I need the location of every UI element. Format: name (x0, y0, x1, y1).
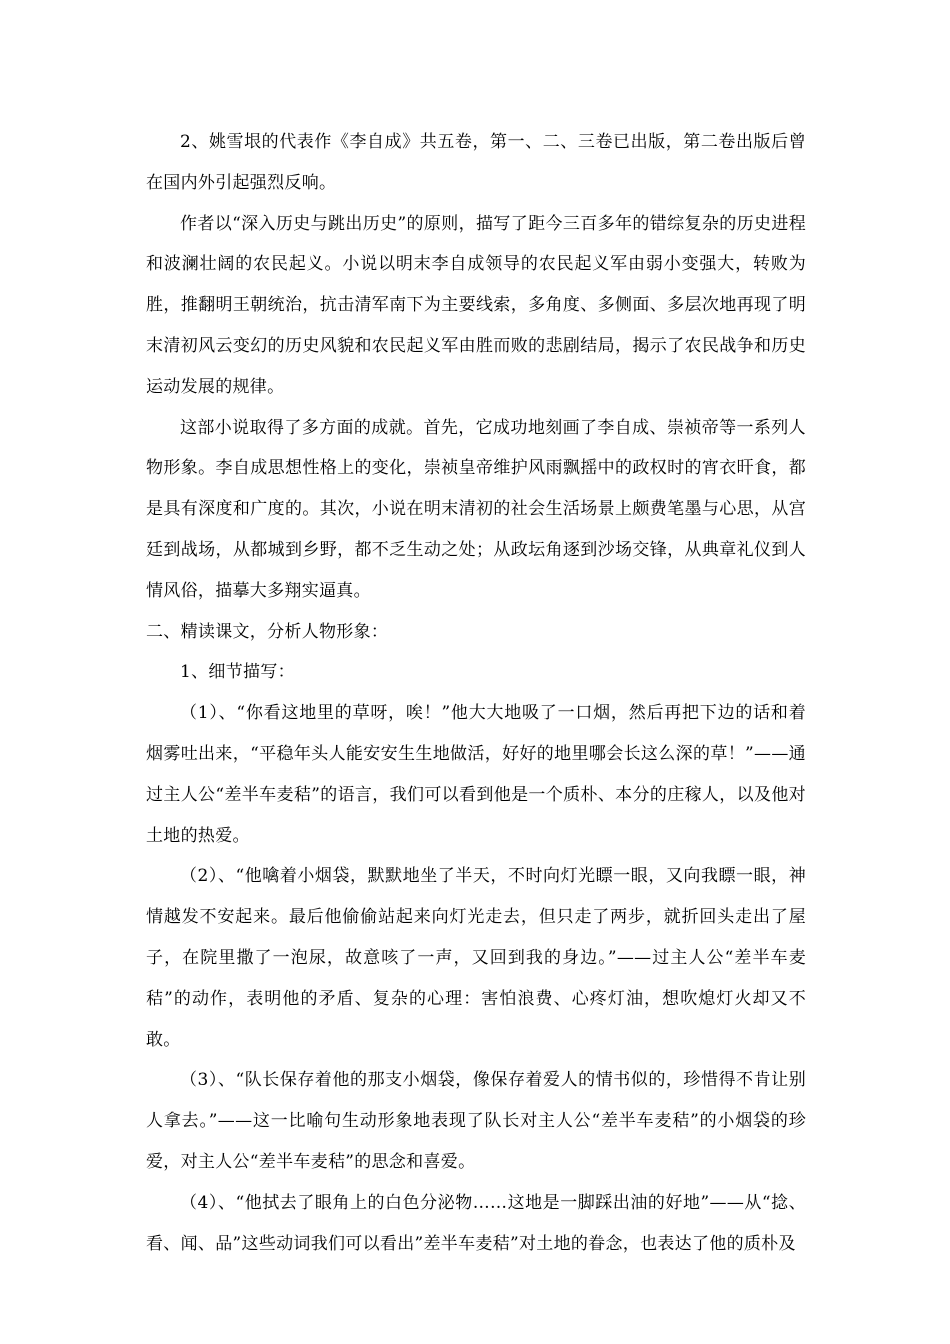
subsection-heading-detail-description: 1、细节描写： (180, 662, 295, 683)
paragraph-novel-achievements: 这部小说取得了多方面的成就。首先，它成功地刻画了李自成、崇祯帝等一系列人物形象。李自成思想性格上的变化，崇祯皇帝维护风雨飘摇中的政权时的宵衣旰食，都是具有深度和广度的。其次，小说在明末清初的社会生活场景上颇费笔墨与心思，从宫廷到战场，从都城到乡野，都不乏生动之处；从政坛角逐到沙场交锋，从典章礼仪到人情风俗，描摹大多翔实逼真。 (146, 417, 806, 601)
paragraph-author-works: 2、姚雪垠的代表作《李自成》共五卷，第一、二、三卷已出版，第二卷出版后曾在国内外引起强烈反响。 (146, 132, 806, 193)
paragraph-novel-summary: 作者以“深入历史与跳出历史”的原则，描写了距今三百多年的错综复杂的历史进程和波澜壮阔的农民起义。小说以明末李自成领导的农民起义军由弱小变强大，转败为胜，推翻明王朝统治，抗击清军南下为主要线索，多角度、多侧面、多层次地再现了明末清初风云变幻的历史风貌和农民起义军由胜而败的悲剧结局，揭示了农民战争和历史运动发展的规律。 (146, 213, 806, 397)
paragraph-example-3: （3）、“队长保存着他的那支小烟袋，像保存着爱人的情书似的，珍惜得不肯让别人拿去。”——这一比喻句生动形象地表现了队长对主人公“差半车麦秸”的小烟袋的珍爱，对主人公“差半车麦秸”的思念和喜爱。 (146, 1070, 806, 1172)
document-body (146, 122, 806, 1264)
section-heading-close-reading: 二、精读课文，分析人物形象： (146, 621, 389, 642)
paragraph-example-2: （2）、“他噙着小烟袋，默默地坐了半天，不时向灯光瞟一眼，又向我瞟一眼，神情越发不安起来。最后他偷偷站起来向灯光走去，但只走了两步，就折回头走出了屋子，在院里撒了一泡尿，故意咳了一声，又回到我的身边。”——过主人公“差半车麦秸”的动作，表明他的矛盾、复杂的心理：害怕浪费、心疼灯油，想吹熄灯火却又不敢。 (146, 866, 806, 1050)
paragraph-example-1: （1）、“你看这地里的草呀，唉！”他大大地吸了一口烟，然后再把下边的话和着烟雾吐出来，“平稳年头人能安安生生地做活，好好的地里哪会长这么深的草！”——通过主人公“差半车麦秸”的语言，我们可以看到他是一个质朴、本分的庄稼人，以及他对土地的热爱。 (146, 703, 806, 846)
paragraph-example-4: （4）、“他拭去了眼角上的白色分泌物……这地是一脚踩出油的好地”——从“捻、看、闻、品”这些动词我们可以看出”差半车麦秸”对土地的眷念，也表达了他的质朴及 (146, 1192, 806, 1254)
